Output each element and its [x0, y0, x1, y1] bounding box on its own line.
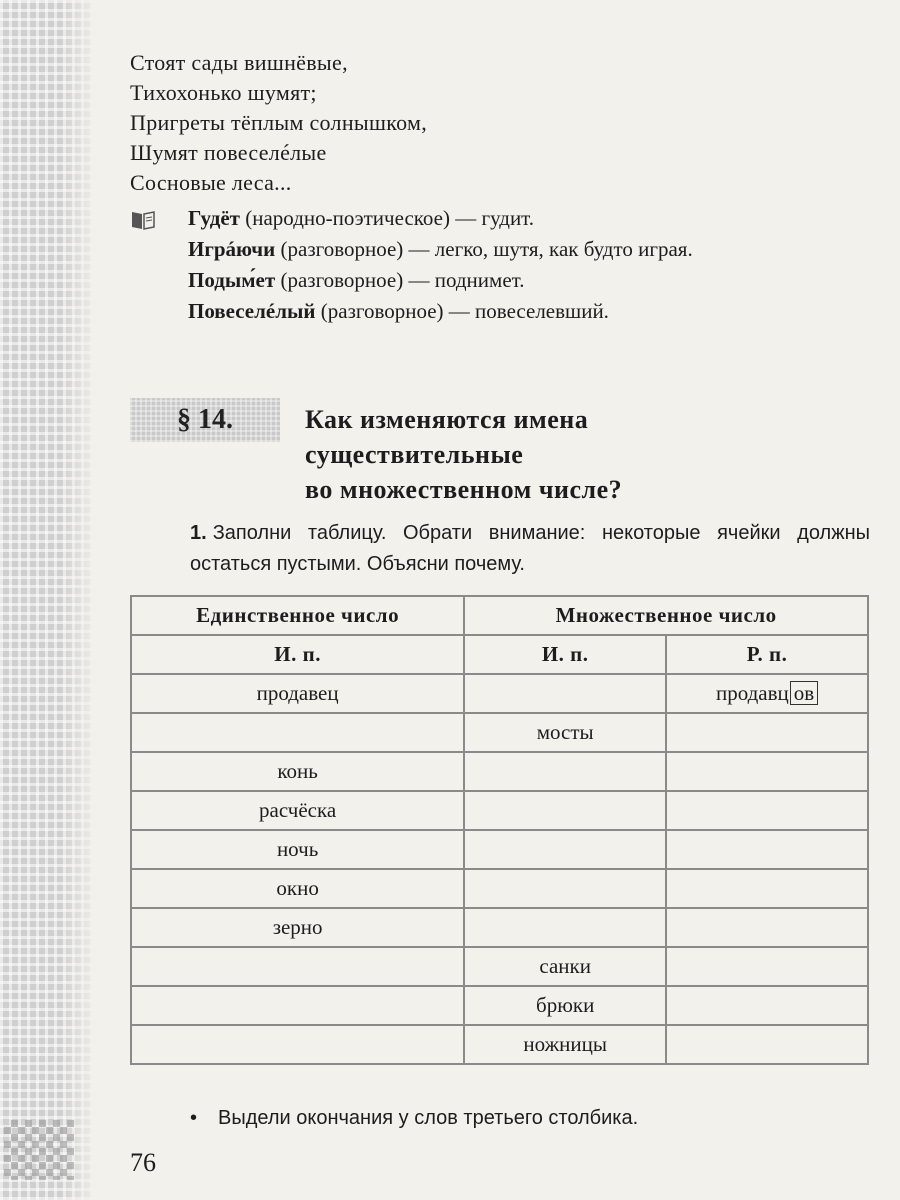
- cell-plural-gen[interactable]: [666, 1025, 868, 1064]
- cell-plural-nom[interactable]: ножницы: [464, 1025, 666, 1064]
- vocab-word: Гудёт: [188, 206, 240, 230]
- cell-plural-gen[interactable]: [666, 830, 868, 869]
- table-row: [131, 713, 868, 752]
- section-title-line: существительные: [305, 440, 524, 469]
- ending-box: ов: [790, 681, 818, 705]
- open-book-icon: [130, 209, 156, 231]
- cell-plural-gen[interactable]: [666, 869, 868, 908]
- table-row: [131, 674, 868, 713]
- cell-singular[interactable]: расчёска: [131, 791, 464, 830]
- cell-singular[interactable]: конь: [131, 752, 464, 791]
- section-number-badge: § 14.: [130, 398, 280, 442]
- cell-plural-nom[interactable]: [464, 791, 666, 830]
- cell-plural-gen[interactable]: [666, 908, 868, 947]
- table-row: [131, 1025, 868, 1064]
- poem: [130, 48, 427, 198]
- cell-plural-nom[interactable]: [464, 674, 666, 713]
- cell-plural-nom[interactable]: мосты: [464, 713, 666, 752]
- cell-singular[interactable]: [131, 1025, 464, 1064]
- header-plural: Множественное число: [464, 596, 868, 635]
- cell-singular[interactable]: зерно: [131, 908, 464, 947]
- cell-plural-nom[interactable]: брюки: [464, 986, 666, 1025]
- cell-singular[interactable]: [131, 947, 464, 986]
- table-subheader-row: [131, 635, 868, 674]
- cell-plural-gen[interactable]: [666, 713, 868, 752]
- cell-plural-nom[interactable]: [464, 869, 666, 908]
- subheader-singular-nom: И. п.: [131, 635, 464, 674]
- cell-singular[interactable]: продавец: [131, 674, 464, 713]
- cell-plural-nom[interactable]: [464, 752, 666, 791]
- table-row: [131, 752, 868, 791]
- bullet-instruction: [190, 1103, 638, 1133]
- poem-line: Шумят повеселéлые: [130, 140, 327, 165]
- word-stem: продавц: [715, 681, 789, 705]
- vocab-note: (разговорное) — легко, шутя, как будто играя.: [275, 237, 693, 261]
- cell-plural-gen[interactable]: [666, 791, 868, 830]
- task-number: 1.: [190, 522, 207, 544]
- table-row: [131, 908, 868, 947]
- vocab-note: (разговорное) — поднимет.: [275, 268, 525, 292]
- poem-line: Стоят сады вишнёвые,: [130, 50, 348, 75]
- poem-line: Тихохонько шумят;: [130, 80, 317, 105]
- subheader-plural-gen: Р. п.: [666, 635, 868, 674]
- corner-decoration: [4, 1120, 74, 1180]
- task-instruction: [190, 518, 870, 580]
- table-header-row: [131, 596, 868, 635]
- vocab-entry: [130, 234, 870, 265]
- cell-plural-gen[interactable]: [666, 752, 868, 791]
- vocab-entry: [130, 203, 870, 234]
- vocab-word: Подым́ет: [188, 268, 276, 292]
- cell-singular[interactable]: окно: [131, 869, 464, 908]
- edge-fade: [60, 0, 100, 1200]
- cell-plural-nom[interactable]: санки: [464, 947, 666, 986]
- vocab-entry: [130, 265, 870, 296]
- cell-plural-gen[interactable]: [666, 947, 868, 986]
- table-row: [131, 791, 868, 830]
- subheader-plural-nom: И. п.: [464, 635, 666, 674]
- header-singular: Единственное число: [131, 596, 464, 635]
- section-title-line: во множественном числе?: [305, 475, 623, 504]
- exercise-table: [130, 595, 869, 1065]
- table-row: [131, 830, 868, 869]
- vocabulary-block: [130, 203, 870, 327]
- vocab-note: (разговорное) — повеселевший.: [315, 299, 609, 323]
- table-row: [131, 986, 868, 1025]
- vocab-word: Повеселéлый: [188, 299, 316, 323]
- cell-plural-nom[interactable]: [464, 908, 666, 947]
- cell-plural-gen[interactable]: [666, 986, 868, 1025]
- cell-singular[interactable]: [131, 713, 464, 752]
- poem-line: Пригреты тёплым солнышком,: [130, 110, 428, 135]
- cell-singular[interactable]: ночь: [131, 830, 464, 869]
- section-title: [305, 402, 622, 507]
- table-row: [131, 869, 868, 908]
- cell-singular[interactable]: [131, 986, 464, 1025]
- bullet-dot: •: [190, 1107, 198, 1129]
- bullet-text: Выдели окончания у слов третьего столбика.: [218, 1107, 639, 1129]
- section-title-line: Как изменяются имена: [305, 405, 589, 434]
- vocab-note: (народно-поэтическое) — гудит.: [240, 206, 535, 230]
- cell-plural-nom[interactable]: [464, 830, 666, 869]
- cell-plural-gen[interactable]: [666, 674, 868, 713]
- table-row: [131, 947, 868, 986]
- poem-line: Сосновые леса...: [130, 170, 292, 195]
- task-text: Заполни таблицу. Обрати внимание: некоторые ячейки должны остаться пустыми. Объясни почему.: [190, 522, 870, 575]
- vocab-word: Игрáючи: [188, 237, 276, 261]
- page-number: 76: [130, 1148, 156, 1177]
- vocab-entry: [130, 296, 870, 327]
